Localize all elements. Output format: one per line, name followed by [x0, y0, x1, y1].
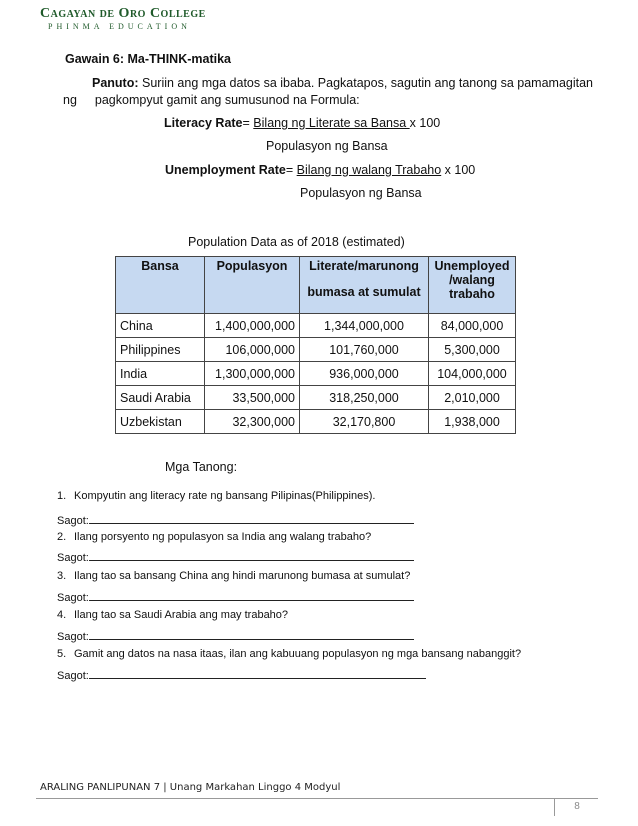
table-caption: Population Data as of 2018 (estimated) [188, 235, 405, 249]
answer-label: Sagot: [57, 670, 89, 682]
question-item [57, 609, 288, 621]
unemployment-numerator: Bilang ng walang Trabaho [296, 163, 442, 177]
unemployment-denominator: Populasyon ng Bansa [300, 186, 422, 200]
unemployment-label: Unemployment Rate [165, 163, 286, 177]
cell-country: Uzbekistan [116, 410, 205, 434]
header-literate-line-1: Literate/marunong [309, 259, 419, 273]
answer-line[interactable] [89, 667, 426, 679]
population-table [115, 256, 516, 434]
question-text: Ilang tao sa Saudi Arabia ang may trabaho? [74, 609, 289, 621]
cell-unemployed: 2,010,000 [429, 386, 516, 410]
cell-country: Saudi Arabia [116, 386, 205, 410]
college-logo [40, 6, 206, 32]
table-row [116, 362, 516, 386]
question-item [57, 570, 410, 582]
table-header-row [116, 257, 516, 314]
literacy-label: Literacy Rate [164, 116, 243, 130]
header-populasyon: Populasyon [205, 257, 300, 314]
question-item [57, 490, 375, 502]
instructions-text-2a: ng [63, 93, 77, 107]
answer-line[interactable] [89, 628, 414, 640]
literacy-denominator: Populasyon ng Bansa [266, 139, 388, 153]
answer-line[interactable] [89, 512, 414, 524]
cell-country: China [116, 314, 205, 338]
table-row [116, 314, 516, 338]
answer-row [57, 589, 414, 604]
unemployment-times: x 100 [441, 163, 476, 177]
table-row [116, 338, 516, 362]
answer-label: Sagot: [57, 515, 89, 527]
question-text: Gamit ang datos na nasa itaas, ilan ang kabuuang populasyon ng mga bansang nabanggit? [74, 648, 522, 660]
question-text: Ilang porsyento ng populasyon sa India ang walang trabaho? [74, 531, 372, 543]
logo-main-text: Cagayan de Oro College [40, 6, 206, 21]
cell-unemployed: 84,000,000 [429, 314, 516, 338]
answer-label: Sagot: [57, 552, 89, 564]
footer-divider [36, 798, 598, 799]
question-item [57, 531, 371, 543]
table-row [116, 410, 516, 434]
literacy-formula [164, 116, 440, 130]
header-literate [300, 257, 429, 314]
cell-population: 106,000,000 [205, 338, 300, 362]
instructions-line-1 [92, 76, 593, 90]
question-item [57, 648, 521, 660]
cell-unemployed: 5,300,000 [429, 338, 516, 362]
literacy-times: x 100 [409, 116, 441, 130]
question-number: 2. [57, 531, 67, 543]
question-number: 5. [57, 648, 67, 660]
answer-row [57, 549, 414, 564]
answer-line[interactable] [89, 549, 414, 561]
cell-population: 1,300,000,000 [205, 362, 300, 386]
header-literate-line-2: bumasa at sumulat [307, 285, 421, 299]
footer-text: ARALING PANLIPUNAN 7 | Unang Markahan Linggo 4 Modyul [40, 782, 341, 793]
cell-country: Philippines [116, 338, 205, 362]
unemployment-equals: = [285, 163, 297, 177]
question-number: 1. [57, 490, 67, 502]
cell-literate: 32,170,800 [300, 410, 429, 434]
cell-population: 33,500,000 [205, 386, 300, 410]
cell-unemployed: 104,000,000 [429, 362, 516, 386]
answer-row [57, 628, 414, 643]
header-unemployed: Unemployed /walang trabaho [429, 257, 516, 314]
answer-row [57, 512, 414, 527]
answer-row [57, 667, 426, 682]
question-text: Ilang tao sa bansang China ang hindi marunong bumasa at sumulat? [74, 570, 411, 582]
answer-label: Sagot: [57, 592, 89, 604]
literacy-numerator: Bilang ng Literate sa Bansa [253, 116, 410, 130]
instructions-text-2b: pagkompyut gamit ang sumusunod na Formula: [94, 93, 360, 107]
cell-population: 1,400,000,000 [205, 314, 300, 338]
literacy-equals: = [242, 116, 254, 130]
table-row [116, 386, 516, 410]
instructions-line-2 [63, 93, 360, 107]
cell-unemployed: 1,938,000 [429, 410, 516, 434]
question-number: 3. [57, 570, 67, 582]
cell-country: India [116, 362, 205, 386]
cell-literate: 101,760,000 [300, 338, 429, 362]
cell-literate: 936,000,000 [300, 362, 429, 386]
activity-title: Gawain 6: Ma-THINK-matika [65, 52, 232, 66]
answer-label: Sagot: [57, 631, 89, 643]
header-bansa: Bansa [116, 257, 205, 314]
instructions-label: Panuto: [92, 76, 139, 90]
cell-literate: 1,344,000,000 [300, 314, 429, 338]
page-number: 8 [554, 798, 599, 816]
questions-heading: Mga Tanong: [165, 460, 238, 474]
answer-line[interactable] [89, 589, 414, 601]
cell-literate: 318,250,000 [300, 386, 429, 410]
question-number: 4. [57, 609, 67, 621]
cell-population: 32,300,000 [205, 410, 300, 434]
unemployment-formula [165, 163, 475, 177]
question-text: Kompyutin ang literacy rate ng bansang Pilipinas(Philippines). [74, 490, 376, 502]
instructions-text-1: Suriin ang mga datos sa ibaba. Pagkatapos, sagutin ang tanong sa pamamagitan [138, 76, 594, 90]
logo-sub-text: PHINMA EDUCATION [48, 22, 191, 31]
